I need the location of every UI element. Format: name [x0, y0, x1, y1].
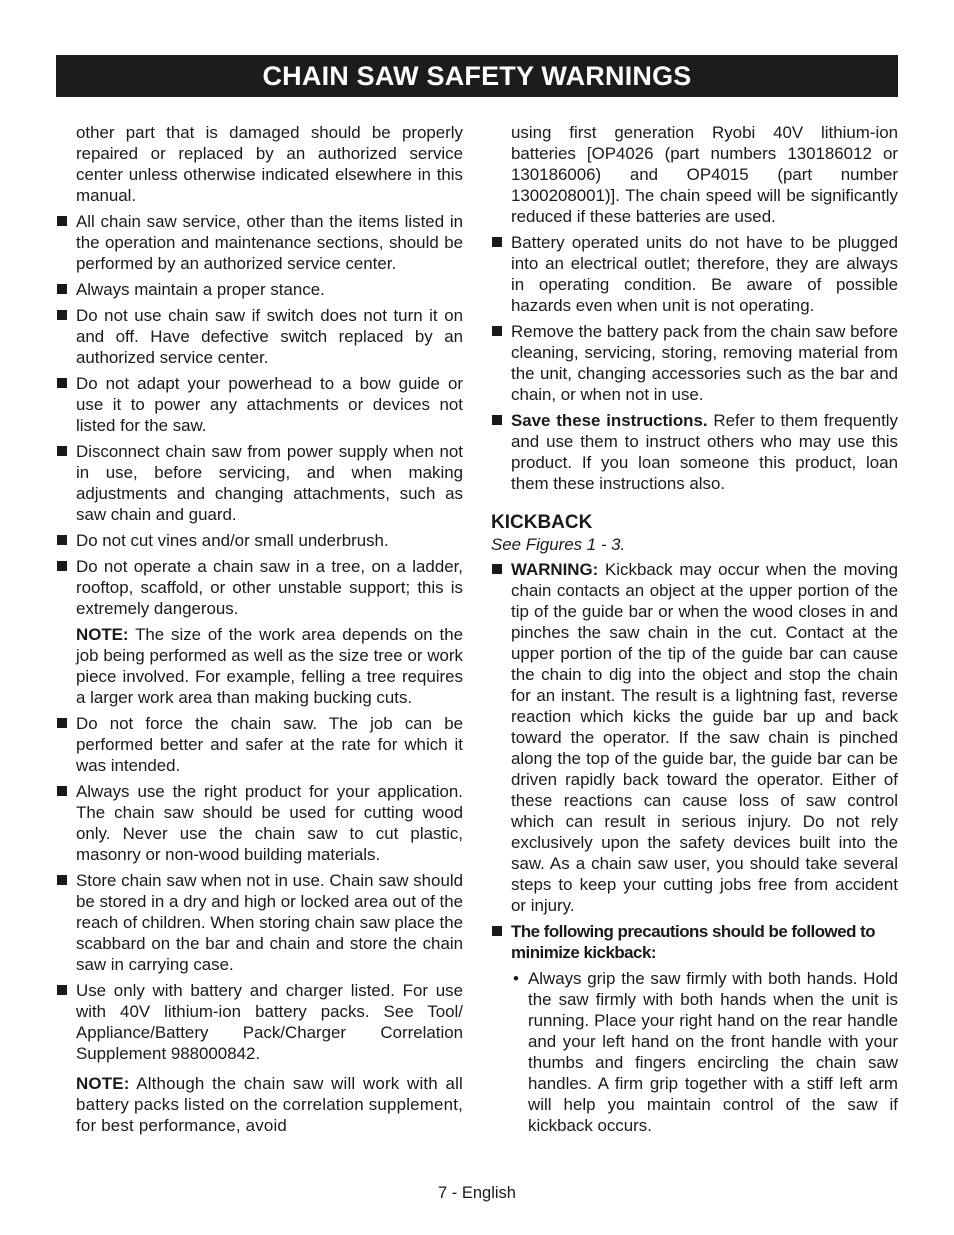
list-item: • Always grip the saw firmly with both hands. Hold the saw firmly with both hands when the unit is running. Place your right hand on the rear handle and your left hand on the front handle with your thumbs and fingers encircling the chain saw handles. A firm grip together with a stiff left arm will help you maintain control of the saw if kickback occurs. — [511, 968, 898, 1136]
note-work-area — [76, 624, 463, 708]
warning-list — [491, 232, 898, 494]
list-item: All chain saw service, other than the items listed in the operation and maintenance sections, should be performed by an authorized service center. — [56, 211, 463, 274]
figure-reference: See Figures 1 - 3. — [491, 535, 626, 554]
warning-list-2 — [56, 713, 463, 1064]
list-item: The following precautions should be followed to minimize kickback: — [491, 921, 898, 963]
note-label: NOTE: — [76, 625, 129, 644]
list-item: Do not use chain saw if switch does not turn it on and off. Have defective switch replaced by an authorized service center. — [56, 305, 463, 368]
right-column — [491, 122, 898, 1136]
list-item: Do not adapt your powerhead to a bow guide or use it to power any attachments or devices not listed for the saw. — [56, 373, 463, 436]
kickback-list — [491, 559, 898, 963]
continuation-text: using first generation Ryobi 40V lithium-ion batteries [OP4026 (part numbers 130186012 or 130186006) and OP4015 (part number 1300208001)]. The chain speed will be significantly reduced if these batteries are used. — [511, 123, 898, 226]
list-item: Do not cut vines and/or small underbrush. — [56, 530, 463, 551]
list-item: Use only with battery and charger listed. For use with 40V lithium-ion battery packs. See Tool/ Appliance/Battery Pack/Charger Correlation Supplement 988000842. — [56, 980, 463, 1064]
warning-label: WARNING: — [511, 560, 599, 579]
list-item: Remove the battery pack from the chain saw before cleaning, servicing, storing, removing material from the unit, changing accessories such as the bar and chain, or when not in use. — [491, 321, 898, 405]
save-label: Save these instructions. — [511, 411, 708, 430]
list-item: Always use the right product for your application. The chain saw should be used for cutting wood only. Never use the chain saw to cut plastic, masonry or non-wood building materials. — [56, 781, 463, 865]
left-column — [56, 122, 463, 1141]
warning-text: Kickback may occur when the moving chain contacts an object at the upper portion of the tip of the guide bar or when the wood closes in and pinches the saw chain in the cut. Contact at the upper portion of the tip of the guide bar can cause the chain to dig into the object and stop the chain for an instant. The result is a lightning fast, reverse reaction which kicks the guide bar up and back toward the operator. If the saw chain is pinched along the top of the guide bar, the guide bar can be driven rapidly back toward the operator. Either of these reactions can cause loss of saw control which can result in serious injury. Do not rely exclusively upon the safety devices built into the saw. As a chain saw user, you should take several steps to keep your cutting jobs free from accident or injury. — [511, 560, 898, 915]
note-text: The size of the work area depends on the job being performed as well as the size tree or work piece involved. For example, felling a tree requires a larger work area than making bucking cuts. — [76, 625, 463, 707]
list-item: Disconnect chain saw from power supply when not in use, before servicing, and when making adjustments and changing attachments, such as saw chain and guard. — [56, 441, 463, 525]
list-item: Do not operate a chain saw in a tree, on a ladder, rooftop, scaffold, or other unstable support; this is extremely dangerous. — [56, 556, 463, 619]
note-battery — [76, 1073, 463, 1136]
page-number: 7 - English — [438, 1184, 516, 1202]
section-heading: KICKBACK — [491, 512, 593, 533]
note-text: Although the chain saw will work with all battery packs listed on the correlation supplement, for best performance, avoid — [76, 1074, 463, 1135]
list-item: Do not force the chain saw. The job can be performed better and safer at the rate for which it was intended. — [56, 713, 463, 776]
page-title: CHAIN SAW SAFETY WARNINGS — [56, 55, 898, 97]
note-label: NOTE: — [76, 1074, 130, 1093]
continuation-text: other part that is damaged should be properly repaired or replaced by an authorized service center unless otherwise indicated elsewhere in this manual. — [76, 123, 463, 205]
list-item: Always maintain a proper stance. — [56, 279, 463, 300]
save-text: Refer to them frequently and use them to instruct others who may use this product. If you loan someone this product, loan them these instructions also. — [511, 411, 898, 493]
list-item: Store chain saw when not in use. Chain saw should be stored in a dry and high or locked area out of the reach of children. When storing chain saw place the scabbard on the bar and chain and store the chain saw in carrying case. — [56, 870, 463, 975]
list-item — [491, 410, 898, 494]
list-item — [491, 559, 898, 916]
list-item: Battery operated units do not have to be plugged into an electrical outlet; therefore, they are always in operating condition. Be aware of possible hazards even when unit is not operating. — [491, 232, 898, 316]
precaution-list — [491, 968, 898, 1136]
warning-list — [56, 211, 463, 619]
